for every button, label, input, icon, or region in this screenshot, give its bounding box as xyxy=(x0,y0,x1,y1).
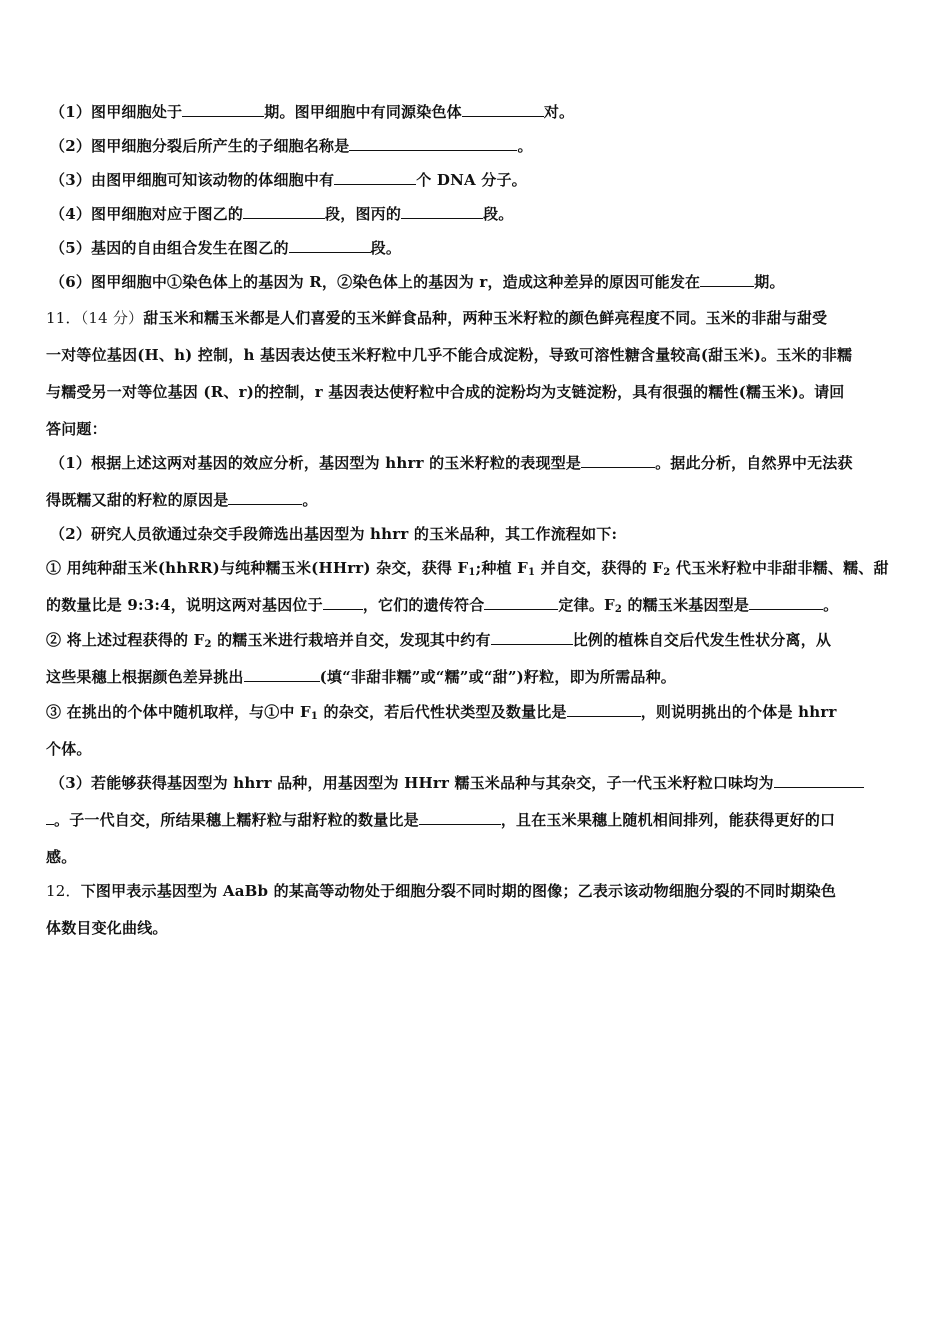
q11-step-3-line-1: ③ 在挑出的个体中随机取样，与①中 $F_1$ 的杂交，若后代性状类型及数量比是 ，则说明挑出的个体是 hhrr xyxy=(46,703,837,722)
q11-intro-line-1: 11．（14 分）甜玉米和糯玉米都是人们喜爱的玉米鲜食品种，两种玉米籽粒的颜色鲜亮程度不同。玉米的非甜与甜受 xyxy=(46,309,828,327)
answer-blank[interactable] xyxy=(567,703,641,717)
answer-blank[interactable] xyxy=(491,631,573,645)
answer-blank[interactable] xyxy=(401,205,483,219)
answer-blank-continued[interactable] xyxy=(46,811,54,825)
q11-intro-line-4: 答问题： xyxy=(46,420,107,438)
answer-blank[interactable] xyxy=(484,596,558,610)
answer-blank[interactable] xyxy=(244,668,320,682)
answer-blank[interactable] xyxy=(700,273,754,287)
q11-step-2-line-2: 这些果穗上根据颜色差异挑出 (填“非甜非糯”或“糯”或“甜”)籽粒，即为所需品种。 xyxy=(46,668,676,686)
answer-blank[interactable] xyxy=(323,596,363,610)
q10-part-3: （3）由图甲细胞可知该动物的体细胞中有 个 DNA 分子。 xyxy=(50,171,527,189)
q10-part-6: （6）图甲细胞中①染色体上的基因为 R，②染色体上的基因为 r，造成这种差异的原因可能发在 期。 xyxy=(50,273,785,291)
answer-blank[interactable] xyxy=(243,205,325,219)
answer-blank[interactable] xyxy=(581,454,655,468)
answer-blank[interactable] xyxy=(334,171,416,185)
answer-blank[interactable] xyxy=(289,239,371,253)
q11-step-3-line-2: 个体。 xyxy=(46,740,92,758)
q11-part-2-title: （2）研究人员欲通过杂交手段筛选出基因型为 hhrr 的玉米品种，其工作流程如下: xyxy=(50,525,618,543)
answer-blank[interactable] xyxy=(774,774,864,788)
answer-blank[interactable] xyxy=(228,491,302,505)
q11-step-1-line-1: ① 用纯种甜玉米(hhRR)与纯种糯玉米(HHrr) 杂交，获得 $F_1$;种植 $F_1$ 并自交，获得的 $F_2$ 代玉米籽粒中非甜非糯、糯、甜 xyxy=(46,559,889,578)
q11-step-1-line-2: 的数量比是 9:3:4，说明这两对基因位于 ，它们的遗传符合 定律。$F_2$ 的糯玉米基因型是 。 xyxy=(46,596,839,615)
q11-step-2-line-1: ② 将上述过程获得的 $F_2$ 的糯玉米进行栽培并自交，发现其中约有 比例的植株自交后代发生性状分离，从 xyxy=(46,631,832,650)
q11-intro-line-2: 一对等位基因(H、h) 控制，h 基因表达使玉米籽粒中几乎不能合成淀粉，导致可溶性糖含量较高(甜玉米)。玉米的非糯 xyxy=(46,346,853,364)
q11-part-3-line-2: 。子一代自交，所结果穗上糯籽粒与甜籽粒的数量比是 ，且在玉米果穗上随机相间排列，能获得更好的口 xyxy=(46,810,908,830)
q11-part-1-line-1: （1）根据上述这两对基因的效应分析，基因型为 hhrr 的玉米籽粒的表现型是 。据此分析，自然界中无法获 xyxy=(50,454,853,472)
question-number: 11． xyxy=(46,309,81,327)
q10-part-5: （5）基因的自由组合发生在图乙的 段。 xyxy=(50,239,402,257)
answer-blank[interactable] xyxy=(749,596,823,610)
q12-line-2: 体数目变化曲线。 xyxy=(46,919,168,937)
q10-part-4: （4）图甲细胞对应于图乙的 段，图丙的 段。 xyxy=(50,205,514,223)
q11-part-3-line-3: 感。 xyxy=(46,848,77,866)
q10-part-1: （1）图甲细胞处于 期。图甲细胞中有同源染色体 对。 xyxy=(50,103,575,121)
answer-blank[interactable] xyxy=(419,811,501,825)
q12-line-1: 12．下图甲表示基因型为 AaBb 的某高等动物处于细胞分裂不同时期的图像；乙表示该动物细胞分裂的不同时期染色 xyxy=(46,882,837,900)
question-number: 12． xyxy=(46,882,81,900)
question-points: （14 分） xyxy=(80,309,144,327)
q10-part-2: （2）图甲细胞分裂后所产生的子细胞名称是 。 xyxy=(50,137,533,155)
answer-blank[interactable] xyxy=(182,103,264,117)
q11-part-3-line-1: （3）若能够获得基因型为 hhrr 品种，用基因型为 HHrr 糯玉米品种与其杂交，子一代玉米籽粒口味均为 xyxy=(50,773,912,793)
answer-blank[interactable] xyxy=(349,137,517,151)
answer-blank[interactable] xyxy=(462,103,544,117)
q11-part-1-line-2: 得既糯又甜的籽粒的原因是 。 xyxy=(46,491,318,509)
q11-intro-line-3: 与糯受另一对等位基因 (R、r)的控制，r 基因表达使籽粒中合成的淀粉均为支链淀粉，具有很强的糯性(糯玉米)。请回 xyxy=(46,383,845,401)
